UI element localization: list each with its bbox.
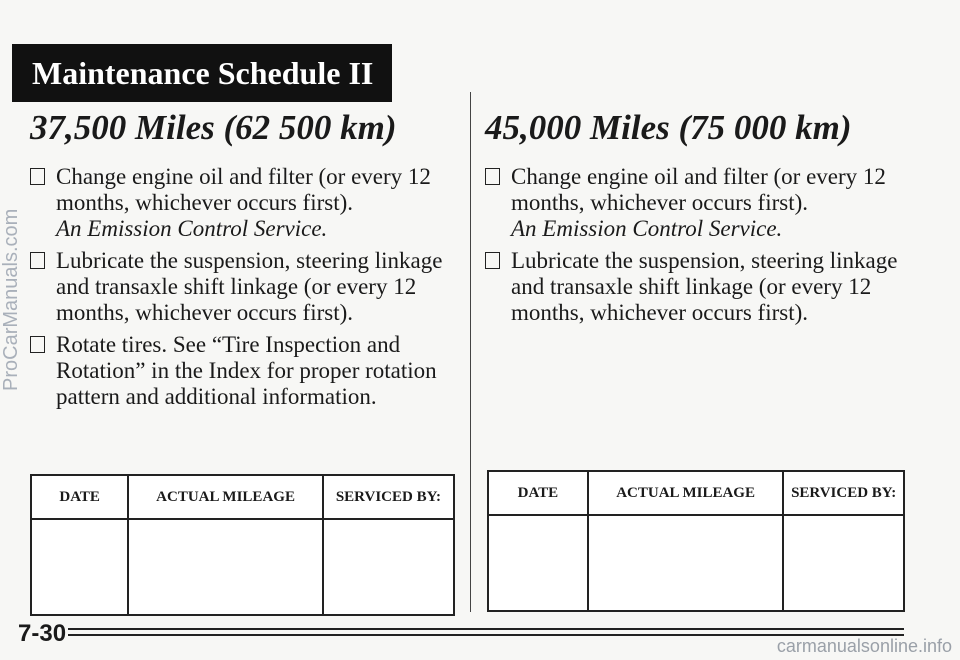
date-cell[interactable] xyxy=(488,515,588,611)
item-note: An Emission Control Service. xyxy=(511,216,783,241)
checkbox-icon[interactable] xyxy=(485,168,500,185)
header-serviced-by: SERVICED BY: xyxy=(323,475,454,519)
side-watermark: ProCarManuals.com xyxy=(0,208,22,392)
checklist-item xyxy=(485,248,925,326)
item-text: Lubricate the suspension, steering linkage and transaxle shift linkage (or every 12 months, whichever occurs first). xyxy=(511,248,898,325)
item-text: Change engine oil and filter (or every 12 months, whichever occurs first). xyxy=(511,164,886,215)
serviced-by-cell[interactable] xyxy=(323,519,454,615)
service-log-table-right xyxy=(487,470,905,612)
column-divider xyxy=(470,92,471,612)
right-column xyxy=(485,108,925,332)
serviced-by-cell[interactable] xyxy=(783,515,904,611)
mileage-heading-left: 37,500 Miles (62 500 km) xyxy=(30,108,397,147)
mileage-cell[interactable] xyxy=(588,515,784,611)
item-text: Rotate tires. See “Tire Inspection and Rotation” in the Index for proper rotation pattern and additional information. xyxy=(56,332,437,409)
checkbox-icon[interactable] xyxy=(485,252,500,269)
footer-rule-top xyxy=(68,628,904,630)
item-text: Lubricate the suspension, steering linkage and transaxle shift linkage (or every 12 months, whichever occurs first). xyxy=(56,248,443,325)
section-banner: Maintenance Schedule II xyxy=(12,44,392,102)
checklist-item xyxy=(30,332,460,410)
left-column xyxy=(30,108,460,416)
bottom-watermark: carmanualsonline.info xyxy=(776,636,952,656)
header-actual-mileage: ACTUAL MILEAGE xyxy=(128,475,323,519)
checklist-item xyxy=(30,164,460,242)
mileage-cell[interactable] xyxy=(128,519,323,615)
header-actual-mileage: ACTUAL MILEAGE xyxy=(588,471,784,515)
mileage-heading-right: 45,000 Miles (75 000 km) xyxy=(485,108,852,147)
header-serviced-by: SERVICED BY: xyxy=(783,471,904,515)
date-cell[interactable] xyxy=(31,519,128,615)
header-date: DATE xyxy=(31,475,128,519)
item-note: An Emission Control Service. xyxy=(56,216,328,241)
item-text: Change engine oil and filter (or every 12 months, whichever occurs first). xyxy=(56,164,431,215)
page-number: 7-30 xyxy=(18,620,67,647)
checklist-item xyxy=(485,164,925,242)
service-log-table-left xyxy=(30,474,455,616)
header-date: DATE xyxy=(488,471,588,515)
checklist-item xyxy=(30,248,460,326)
